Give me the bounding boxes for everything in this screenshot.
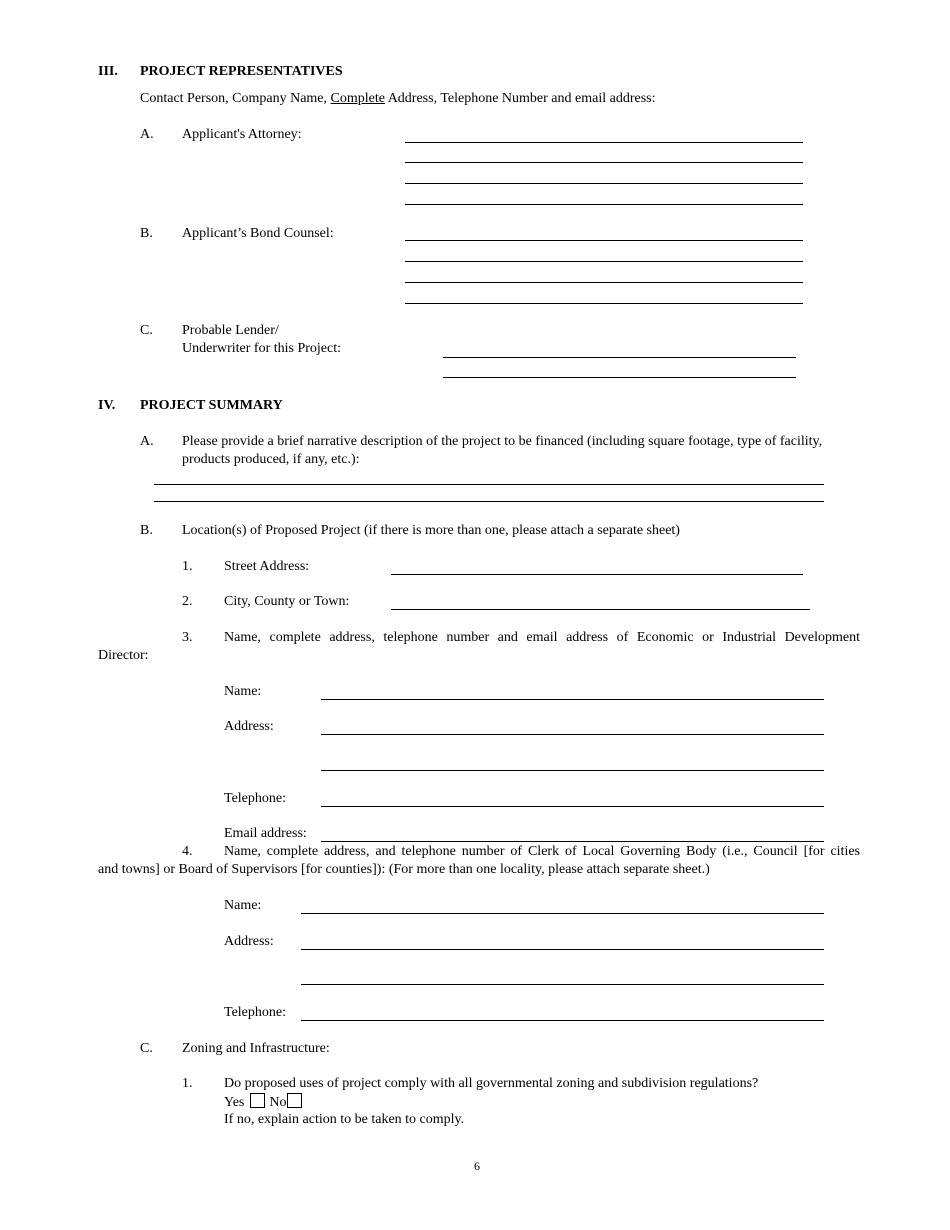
director-prompt-2: Director: (98, 648, 149, 663)
bond-counsel-line-1[interactable] (405, 240, 803, 241)
director-address-label: Address: (224, 719, 274, 734)
attorney-line-3[interactable] (405, 183, 803, 184)
clerk-prompt-2: and towns] or Board of Supervisors [for counties]): (For more than one locality, please attach separate sheet.) (98, 862, 710, 877)
lender-label-1: Probable Lender/ (182, 323, 279, 338)
director-name-line[interactable] (321, 699, 824, 700)
section-number: III. (98, 64, 118, 79)
section-intro (140, 90, 656, 108)
clerk-name-line[interactable] (301, 913, 824, 914)
lender-line-2[interactable] (443, 377, 796, 378)
clerk-telephone-line[interactable] (301, 1020, 824, 1021)
attorney-line-4[interactable] (405, 204, 803, 205)
attorney-line-2[interactable] (405, 162, 803, 163)
bond-counsel-label: Applicant’s Bond Counsel: (182, 226, 334, 241)
item-letter: B. (140, 226, 153, 241)
clerk-telephone-label: Telephone: (224, 1005, 286, 1020)
clerk-name-label: Name: (224, 898, 262, 913)
zoning-heading: Zoning and Infrastructure: (182, 1041, 330, 1056)
item-number: 3. (182, 630, 193, 645)
yes-label: Yes (224, 1095, 245, 1110)
item-letter: B. (140, 523, 153, 538)
director-name-label: Name: (224, 684, 262, 699)
director-telephone-line[interactable] (321, 806, 824, 807)
bond-counsel-line-4[interactable] (405, 303, 803, 304)
director-email-line[interactable] (321, 841, 824, 842)
narrative-line-1[interactable] (154, 484, 824, 485)
section-title: PROJECT REPRESENTATIVES (140, 64, 343, 79)
city-county-label: City, County or Town: (224, 594, 350, 609)
zoning-question: Do proposed uses of project comply with all governmental zoning and subdivision regulations? (224, 1076, 759, 1091)
page-number: 6 (474, 1159, 480, 1173)
item-number: 4. (182, 844, 193, 859)
item-letter: A. (140, 127, 154, 142)
narrative-line-2[interactable] (154, 501, 824, 502)
narrative-prompt-2: products produced, if any, etc.): (182, 452, 360, 467)
clerk-address-line-1[interactable] (301, 949, 824, 950)
intro-text-a: Contact Person, Company Name, (140, 91, 331, 106)
director-email-label: Email address: (224, 826, 307, 841)
attorney-label: Applicant's Attorney: (182, 127, 302, 142)
lender-label-2: Underwriter for this Project: (182, 341, 342, 356)
section-number: IV. (98, 398, 116, 413)
attorney-line-1[interactable] (405, 142, 803, 143)
bond-counsel-line-3[interactable] (405, 282, 803, 283)
director-address-line-2[interactable] (321, 770, 824, 771)
director-prompt-1: Name, complete address, telephone number and email address of Economic or Industrial Development (224, 630, 860, 645)
intro-text-underlined: Complete (330, 91, 385, 106)
zoning-followup: If no, explain action to be taken to comply. (224, 1112, 465, 1127)
item-number: 2. (182, 594, 193, 609)
director-telephone-label: Telephone: (224, 791, 286, 806)
clerk-address-label: Address: (224, 934, 274, 949)
no-label: No (269, 1095, 287, 1110)
location-prompt: Location(s) of Proposed Project (if there is more than one, please attach a separate sheet) (182, 523, 680, 538)
director-address-line-1[interactable] (321, 734, 824, 735)
item-number: 1. (182, 559, 193, 574)
yes-checkbox[interactable] (250, 1093, 265, 1108)
street-address-label: Street Address: (224, 559, 310, 574)
intro-text-b: Address, Telephone Number and email address: (384, 91, 656, 106)
item-letter: A. (140, 434, 154, 449)
item-number: 1. (182, 1076, 193, 1091)
no-checkbox[interactable] (287, 1093, 302, 1108)
section-title: PROJECT SUMMARY (140, 398, 283, 413)
zoning-answer-row (224, 1093, 306, 1112)
lender-line-1[interactable] (443, 357, 796, 358)
bond-counsel-line-2[interactable] (405, 261, 803, 262)
clerk-prompt-1: Name, complete address, and telephone number of Clerk of Local Governing Body (i.e., Council [for cities (224, 844, 860, 859)
item-letter: C. (140, 1041, 153, 1056)
city-county-line[interactable] (391, 609, 810, 610)
narrative-prompt-1: Please provide a brief narrative description of the project to be financed (including square footage, type of facility, (182, 434, 823, 449)
item-letter: C. (140, 323, 153, 338)
clerk-address-line-2[interactable] (301, 984, 824, 985)
street-address-line[interactable] (391, 574, 803, 575)
